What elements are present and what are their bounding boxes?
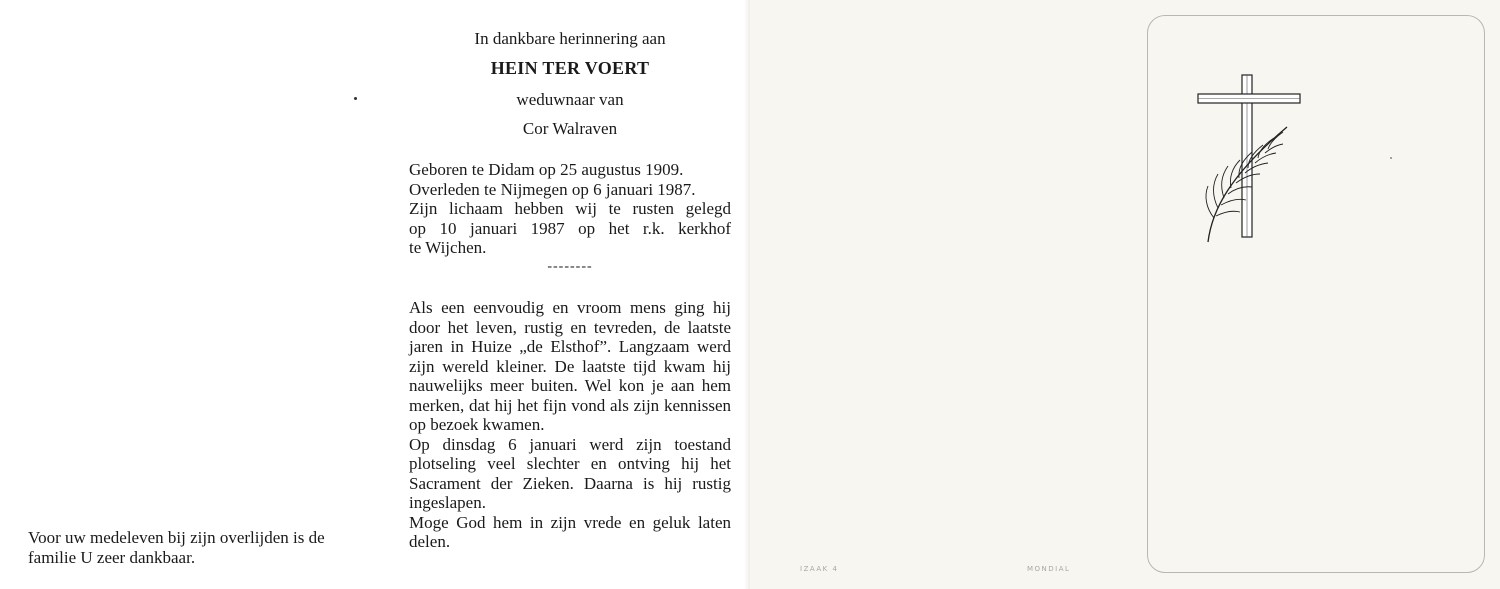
burial-line: Zijn lichaam hebben wij te rusten gelegd (409, 199, 731, 218)
burial-place-line: te Wijchen. (409, 238, 487, 257)
family-thanks: Voor uw medeleven bij zijn overlijden is de familie U zeer dankbaar. (28, 528, 325, 567)
printer-code: IZAAK 4 (800, 565, 839, 573)
spouse-name: Cor Walraven (522, 119, 618, 138)
death-line: Overleden te Nijmegen op 6 januari 1987. (409, 179, 696, 199)
memorial-paragraph: Op dinsdag 6 januari werd zijn toestand plotseling veel slechter en ontving hij het Sacrament der Zieken. Daarna is hij rustig ingeslapen. (409, 434, 731, 512)
section-divider: -------- (547, 259, 593, 274)
cross-icon (1190, 70, 1310, 250)
memorial-text (409, 298, 731, 552)
life-dates-block (409, 160, 731, 258)
deceased-name: HEIN TER VOERT (490, 58, 650, 78)
memorial-paragraph: Als een eenvoudig en vroom mens ging hij door het leven, rustig en tevreden, de laatste jaren in Huize „de Elsthof”. Langzaam werd zijn wereld kleiner. De laatste tijd kwam hij nauwelijks meer buiten. Wel kon je aan hem merken, dat hij het fijn vond als zijn kennissen op bezoek kwamen. (409, 298, 731, 434)
memorial-paragraph: Moge God hem in zijn vrede en geluk laten delen. (409, 512, 731, 551)
relation-line: weduwnaar van (516, 90, 624, 109)
birth-line: Geboren te Didam op 25 augustus 1909. (409, 160, 684, 179)
printer-brand: MONDIAL (1027, 565, 1071, 573)
print-speck (354, 97, 357, 100)
burial-date-line: op 10 januari 1987 op het r.k. kerkhof (409, 218, 731, 238)
card-fold (744, 0, 750, 589)
intro-line: In dankbare herinnering aan (474, 29, 666, 48)
